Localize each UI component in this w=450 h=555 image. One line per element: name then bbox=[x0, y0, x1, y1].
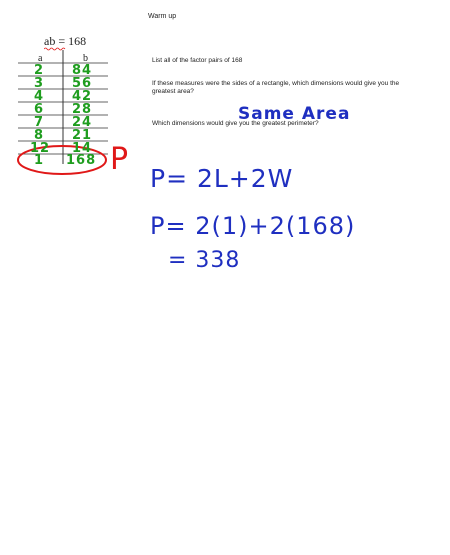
column-b-header: b bbox=[83, 53, 88, 64]
factor-a: 4 bbox=[34, 89, 45, 104]
column-a-header: a bbox=[38, 53, 43, 64]
same-area-note: Same Area bbox=[238, 104, 351, 124]
factor-a: 8 bbox=[34, 128, 45, 143]
factor-a: 6 bbox=[34, 102, 45, 117]
equation: ab = 168 bbox=[44, 34, 87, 48]
question-greatest-perimeter: Which dimensions would give you the greatest perimeter? bbox=[152, 120, 319, 127]
factor-b: 56 bbox=[72, 76, 93, 91]
perimeter-substitution: P= 2(1)+2(168) bbox=[150, 212, 356, 240]
factor-a: 1 bbox=[34, 153, 45, 168]
question-greatest-area: If these measures were the sides of a rectangle, which dimensions would give you the greatest area? bbox=[152, 80, 400, 95]
question-factor-pairs: List all of the factor pairs of 168 bbox=[152, 57, 243, 64]
perimeter-result: = 338 bbox=[168, 248, 241, 273]
factor-b: 84 bbox=[72, 63, 93, 78]
factor-b: 21 bbox=[72, 128, 93, 143]
perimeter-mark: P bbox=[110, 142, 130, 177]
factor-a: 2 bbox=[34, 63, 45, 78]
factor-b: 24 bbox=[72, 115, 93, 130]
page-title: Warm up bbox=[148, 13, 177, 20]
factor-b: 42 bbox=[72, 89, 93, 104]
factor-b: 168 bbox=[66, 153, 97, 168]
factor-a: 12 bbox=[30, 141, 51, 156]
perimeter-formula: P= 2L+2W bbox=[150, 164, 294, 193]
factor-a: 7 bbox=[34, 115, 45, 130]
factor-b: 28 bbox=[72, 102, 93, 117]
factor-a: 3 bbox=[34, 76, 45, 91]
factor-b: 14 bbox=[72, 141, 93, 156]
